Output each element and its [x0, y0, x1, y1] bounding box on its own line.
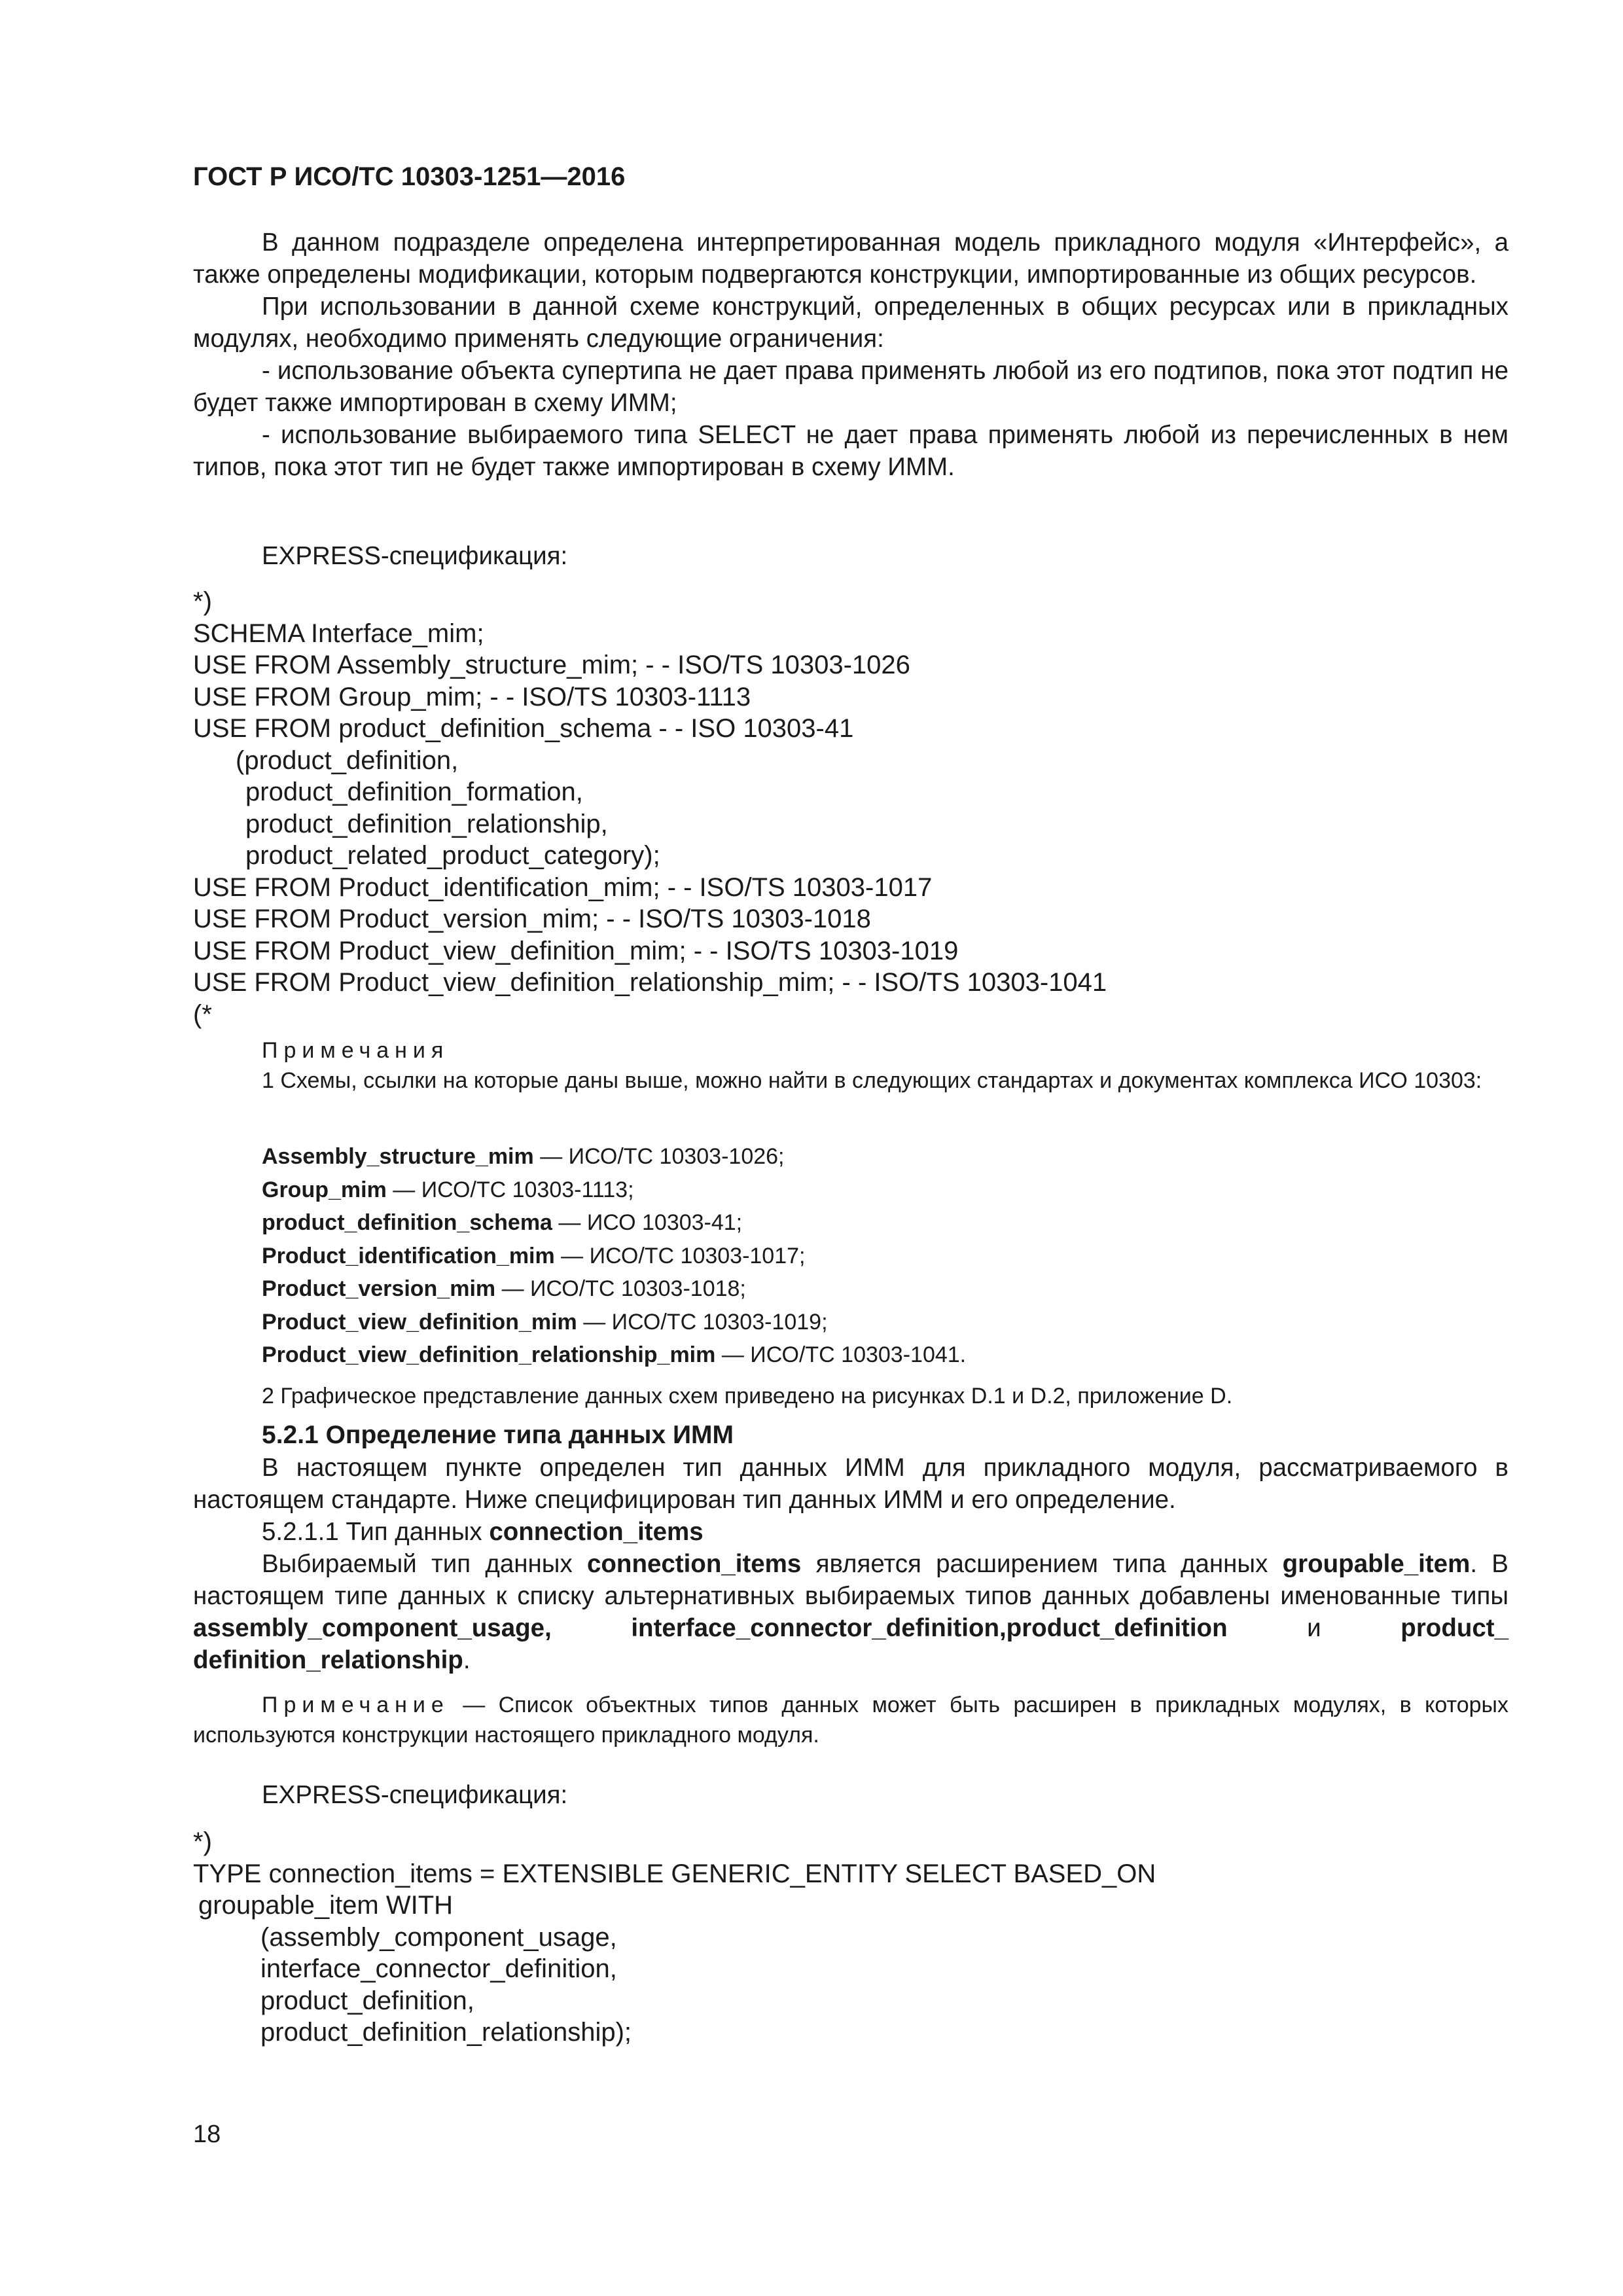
- express-label-2: [193, 1779, 1508, 1811]
- intro-restriction-2: - использование выбираемого типа SELECT не дает права применять любой из перечисленных в нем типов, пока этот тип не будет также импортирован в схему ИММ.: [193, 421, 1508, 481]
- note-label: Примечание: [262, 1693, 450, 1717]
- page-number: 18: [193, 2121, 221, 2148]
- subsection-heading: 5.2.1.1 Тип данных connection_items: [262, 1518, 704, 1546]
- code-line: USE FROM Assembly_structure_mim; - - ISO/TS 10303-1026: [193, 651, 910, 679]
- document-header: ГОСТ Р ИСО/ТС 10303-1251—2016: [193, 162, 626, 191]
- express-spec-label: EXPRESS-спецификация:: [262, 1781, 568, 1809]
- code-line: product_definition,: [260, 1986, 474, 2015]
- intro-section: [193, 226, 1508, 483]
- list-item: product_definition_schema — ИСО 10303-41;: [262, 1210, 743, 1235]
- notes-heading: Примечания: [262, 1038, 450, 1063]
- express-code-1: [193, 586, 1508, 1030]
- list-item: Group_mim — ИСО/ТС 10303-1113;: [262, 1177, 634, 1202]
- intro-paragraph-1: В данном подразделе определена интерпретированная модель прикладного модуля «Интерфейс», а также определены модификации, которым подвергаются конструкции, импортированные из общих ресурсов.: [193, 228, 1508, 289]
- section-paragraph-1: В настоящем пункте определен тип данных ИММ для прикладного модуля, рассматриваемого в настоящем стандарте. Ниже специфицирован тип данных ИММ и его определение.: [193, 1454, 1508, 1514]
- note-1: 1 Схемы, ссылки на которые даны выше, можно найти в следующих стандартах и документах комплекса ИСО 10303:: [262, 1068, 1482, 1093]
- code-line: product_related_product_category);: [245, 841, 660, 870]
- note-2: 2 Графическое представление данных схем приведено на рисунках D.1 и D.2, приложение D.: [262, 1384, 1233, 1408]
- code-line: interface_connector_definition,: [260, 1954, 617, 1983]
- section-heading: 5.2.1 Определение типа данных ИММ: [262, 1421, 734, 1449]
- code-line: USE FROM Product_identification_mim; - - ISO/TS 10303-1017: [193, 872, 933, 902]
- section-note: [193, 1690, 1508, 1750]
- notes-section: [193, 1035, 1508, 1096]
- code-line: product_definition_formation,: [245, 778, 583, 806]
- intro-restriction-1: - использование объекта супертипа не дает права применять любой из его подтипов, пока этот подтип не будет также импортирован в схему ИММ;: [193, 357, 1508, 417]
- code-line: USE FROM Product_view_definition_relationship_mim; - - ISO/TS 10303-1041: [193, 968, 1107, 997]
- code-line: (*: [193, 999, 212, 1029]
- note-text: — Список объектных типов данных может быть расширен в прикладных модулях, в которых используются конструкции настоящего прикладного модуля.: [193, 1693, 1508, 1748]
- code-line: USE FROM Product_version_mim; - - ISO/TS 10303-1018: [193, 905, 871, 933]
- code-line: product_definition_relationship,: [245, 809, 608, 838]
- code-line: SCHEMA Interface_mim;: [193, 619, 484, 648]
- code-line: TYPE connection_items = EXTENSIBLE GENERIC_ENTITY SELECT BASED_ON: [193, 1859, 1156, 1888]
- note-2-block: [193, 1381, 1508, 1411]
- code-line: groupable_item WITH: [198, 1891, 454, 1920]
- list-item: Product_view_definition_relationship_mim — ИСО/ТС 10303-1041.: [262, 1342, 967, 1367]
- code-line: USE FROM Group_mim; - - ISO/TS 10303-1113: [193, 682, 751, 711]
- list-item: Product_identification_mim — ИСО/ТС 10303-1017;: [262, 1243, 806, 1268]
- code-line: *): [193, 587, 212, 616]
- code-line: USE FROM Product_view_definition_mim; - - ISO/TS 10303-1019: [193, 936, 959, 965]
- code-line: (product_definition,: [236, 745, 459, 775]
- list-item: Product_view_definition_mim — ИСО/ТС 10303-1019;: [262, 1309, 828, 1335]
- express-label-1: [193, 540, 1508, 572]
- section-5-2-1: [193, 1419, 1508, 1676]
- express-code-2: [193, 1826, 1508, 2049]
- section-paragraph-2: Выбираемый тип данных connection_items является расширением типа данных groupable_item. В настоящем типе данных к списку альтернативных выбираемых типов данных добавлены именованные типы assembly_component_usage, interface_connector_definition,product_definition и product_ definition_relationship.: [193, 1550, 1508, 1674]
- code-line: product_definition_relationship);: [260, 2018, 632, 2047]
- code-line: (assembly_component_usage,: [260, 1922, 617, 1952]
- code-line: *): [193, 1827, 212, 1856]
- schema-reference-list: [193, 1140, 1577, 1372]
- intro-paragraph-2: При использовании в данной схеме конструкций, определенных в общих ресурсах или в прикладных модулях, необходимо применять следующие ограничения:: [193, 293, 1508, 353]
- list-item: Product_version_mim — ИСО/ТС 10303-1018;: [262, 1276, 746, 1301]
- express-spec-label: EXPRESS-спецификация:: [262, 542, 568, 570]
- list-item: Assembly_structure_mim — ИСО/ТС 10303-1026;: [262, 1144, 785, 1169]
- code-line: USE FROM product_definition_schema - - ISO 10303-41: [193, 714, 854, 743]
